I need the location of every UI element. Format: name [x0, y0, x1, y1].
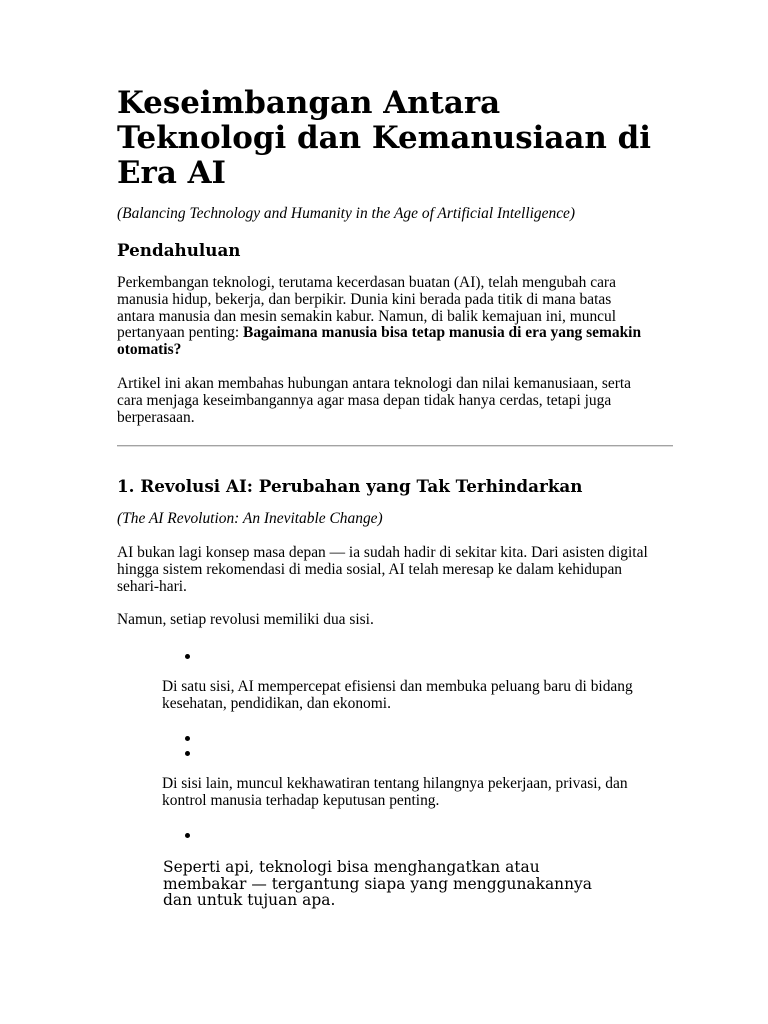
- quote-line: Seperti api, teknologi bisa menghangatkan atau: [163, 858, 540, 876]
- paragraph-text: pertanyaan penting:: [117, 324, 244, 342]
- emphasized-question: Bagaimana manusia bisa tetap manusia di era yang semakin: [243, 324, 642, 342]
- paragraph-line: Perkembangan teknologi, terutama kecerdasan buatan (AI), telah mengubah cara: [117, 274, 616, 291]
- horizontal-rule: [117, 445, 673, 447]
- paragraph-line: AI bukan lagi konsep masa depan — ia sudah hadir di sekitar kita. Dari asisten digital: [117, 544, 648, 561]
- bullet-icon: [185, 654, 190, 659]
- point-paragraph: [162, 679, 633, 713]
- paragraph-line: Artikel ini akan membahas hubungan antara teknologi dan nilai kemanusiaan, serta: [117, 375, 631, 392]
- emphasized-question: otomatis?: [117, 341, 182, 359]
- section-heading-intro: Pendahuluan: [117, 240, 241, 260]
- section-1-paragraph-2: [117, 612, 374, 629]
- paragraph-line: kesehatan, pendidikan, dan ekonomi.: [162, 694, 391, 712]
- paragraph-line: Di sisi lain, muncul kekhawatiran tentang hilangnya pekerjaan, privasi, dan: [162, 775, 628, 792]
- paragraph-line: manusia hidup, bekerja, dan berpikir. Dunia kini berada pada titik di mana batas: [117, 290, 612, 308]
- section-subtitle: (The AI Revolution: An Inevitable Change): [117, 510, 383, 527]
- intro-paragraph-2: [117, 376, 631, 426]
- bullet-icon: [185, 736, 190, 741]
- paragraph-line: Di satu sisi, AI mempercepat efisiensi dan membuka peluang baru di bidang: [162, 678, 633, 695]
- quote-line: membakar — tergantung siapa yang menggunakannya: [163, 874, 592, 893]
- paragraph-line: kontrol manusia terhadap keputusan penting.: [162, 791, 440, 809]
- quote-block: [163, 859, 592, 909]
- paragraph-line: antara manusia dan mesin semakin kabur. Namun, di balik kemajuan ini, muncul: [117, 307, 617, 325]
- section-heading-1: 1. Revolusi AI: Perubahan yang Tak Terhindarkan: [117, 476, 583, 496]
- paragraph-line: sehari-hari.: [117, 577, 187, 595]
- bullet-icon: [185, 751, 190, 756]
- paragraph-line: hingga sistem rekomendasi di media sosial, AI telah meresap ke dalam kehidupan: [117, 560, 623, 578]
- paragraph-line: berperasaan.: [117, 408, 195, 426]
- bullet-icon: [185, 833, 190, 838]
- document-subtitle: (Balancing Technology and Humanity in the Age of Artificial Intelligence): [117, 205, 576, 222]
- paragraph-line: Namun, setiap revolusi memiliki dua sisi.: [117, 611, 374, 628]
- paragraph-line: [117, 325, 641, 342]
- title-line: Era AI: [117, 155, 227, 191]
- intro-paragraph-1: [117, 275, 641, 359]
- title-line: Teknologi dan Kemanusiaan di: [117, 120, 651, 156]
- document-title: [117, 86, 651, 191]
- quote-line: dan untuk tujuan apa.: [163, 891, 336, 910]
- title-line: Keseimbangan Antara: [117, 85, 501, 121]
- paragraph-line: cara menjaga keseimbangannya agar masa depan tidak hanya cerdas, tetapi juga: [117, 391, 612, 409]
- section-1-paragraph-1: [117, 545, 648, 595]
- point-paragraph: [162, 776, 628, 810]
- paragraph-line: [117, 342, 641, 359]
